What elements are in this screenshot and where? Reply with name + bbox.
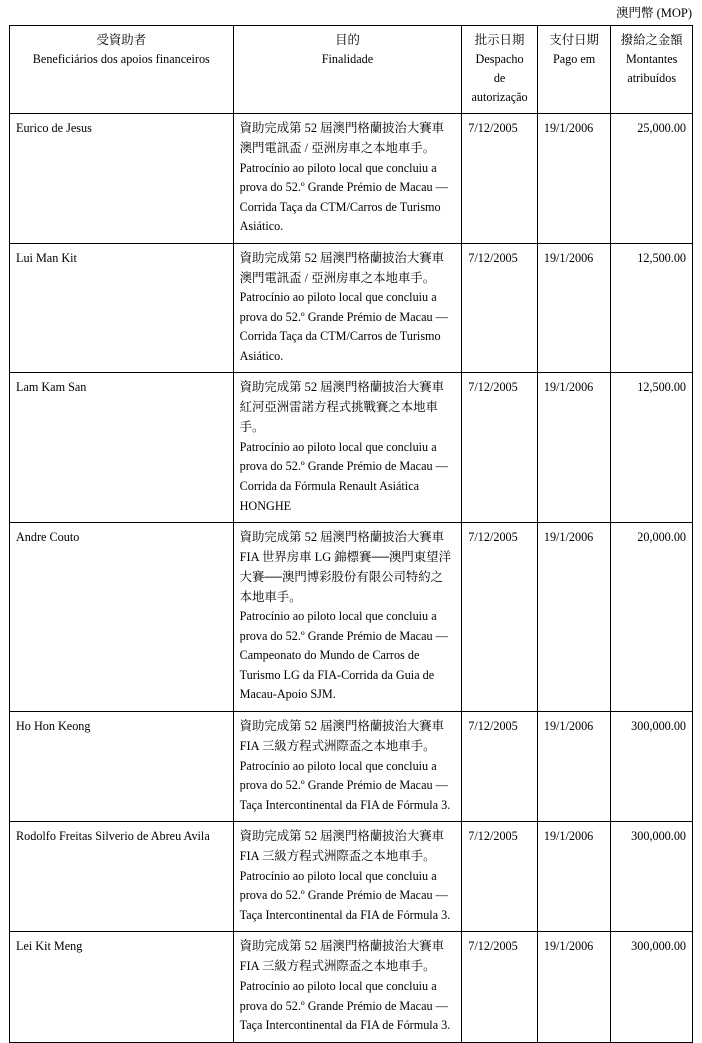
cell-purpose-zh: 資助完成第 52 屆澳門格蘭披治大賽車 FIA 三級方程式洲際盃之本地車手。 bbox=[239, 829, 445, 864]
cell-authorization-date: 7/12/2005 bbox=[462, 932, 538, 1042]
column-header-amount bbox=[611, 26, 693, 114]
cell-purpose bbox=[233, 822, 462, 932]
cell-purpose bbox=[233, 373, 462, 523]
cell-purpose-zh: 資助完成第 52 屆澳門格蘭披治大賽車紅河亞洲雷諾方程式挑戰賽之本地車手。 bbox=[239, 380, 445, 435]
cell-purpose bbox=[233, 523, 462, 712]
cell-authorization-date: 7/12/2005 bbox=[462, 373, 538, 523]
table-row bbox=[10, 711, 693, 821]
cell-purpose-pt: Patrocínio ao piloto local que concluiu a prova do 52.º Grande Prémio de Macau — Taça Intercontinental da FIA de Fórmula 3. bbox=[239, 868, 451, 922]
column-header-authorization-date-zh: 批示日期 bbox=[474, 33, 525, 47]
cell-purpose-pt: Patrocínio ao piloto local que concluiu a prova do 52.º Grande Prémio de Macau — Corrida Taça da CTM/Carros de Turismo Asiático. bbox=[239, 290, 448, 363]
cell-payment-date: 19/1/2006 bbox=[537, 243, 611, 373]
cell-amount: 12,500.00 bbox=[611, 373, 693, 523]
column-header-beneficiary-pt: Beneficiários dos apoios financeiros bbox=[32, 52, 210, 67]
cell-purpose-zh: 資助完成第 52 屆澳門格蘭披治大賽車 FIA 三級方程式洲際盃之本地車手。 bbox=[239, 939, 445, 974]
currency-note: 澳門幣 (MOP) bbox=[615, 6, 692, 20]
cell-purpose-zh: 資助完成第 52 屆澳門格蘭披治大賽車澳門電訊盃 / 亞洲房車之本地車手。 bbox=[239, 250, 445, 285]
column-header-purpose-pt: Finalidade bbox=[321, 52, 374, 67]
cell-amount: 300,000.00 bbox=[611, 711, 693, 821]
cell-amount: 300,000.00 bbox=[611, 932, 693, 1042]
column-header-purpose bbox=[233, 26, 462, 114]
cell-purpose-pt: Patrocínio ao piloto local que concluiu a prova do 52.º Grande Prémio de Macau — Corrida Taça da CTM/Carros de Turismo Asiático. bbox=[239, 160, 448, 234]
cell-purpose bbox=[233, 243, 462, 373]
column-header-authorization-date bbox=[462, 26, 538, 114]
cell-payment-date: 19/1/2006 bbox=[537, 822, 611, 932]
cell-purpose-pt: Patrocínio ao piloto local que concluiu a prova do 52.º Grande Prémio de Macau — Taça Intercontinental da FIA de Fórmula 3. bbox=[239, 979, 451, 1033]
cell-authorization-date: 7/12/2005 bbox=[462, 523, 538, 712]
cell-purpose-zh: 資助完成第 52 屆澳門格蘭披治大賽車澳門電訊盃 / 亞洲房車之本地車手。 bbox=[239, 120, 445, 155]
cell-authorization-date: 7/12/2005 bbox=[462, 711, 538, 821]
cell-payment-date: 19/1/2006 bbox=[537, 373, 611, 523]
cell-payment-date: 19/1/2006 bbox=[537, 932, 611, 1042]
column-header-authorization-date-pt: Despacho de autorização bbox=[471, 52, 528, 105]
cell-beneficiary: Lui Man Kit bbox=[10, 243, 234, 373]
table-row bbox=[10, 373, 693, 523]
cell-beneficiary: Lei Kit Meng bbox=[10, 932, 234, 1042]
column-header-purpose-zh: 目的 bbox=[335, 33, 360, 47]
cell-authorization-date: 7/12/2005 bbox=[462, 822, 538, 932]
cell-beneficiary: Eurico de Jesus bbox=[10, 113, 234, 243]
cell-beneficiary: Lam Kam San bbox=[10, 373, 234, 523]
cell-authorization-date: 7/12/2005 bbox=[462, 243, 538, 373]
table-row bbox=[10, 243, 693, 373]
column-header-amount-zh: 撥給之金額 bbox=[620, 33, 683, 47]
column-header-beneficiary bbox=[10, 26, 234, 114]
column-header-payment-date-pt: Pago em bbox=[552, 52, 596, 67]
cell-payment-date: 19/1/2006 bbox=[537, 113, 611, 243]
table-row bbox=[10, 113, 693, 243]
column-header-payment-date-zh: 支付日期 bbox=[549, 33, 599, 47]
table-row bbox=[10, 932, 693, 1042]
table-row bbox=[10, 822, 693, 932]
cell-purpose-pt: Patrocínio ao piloto local que concluiu a prova do 52.º Grande Prémio de Macau — Campeonato do Mundo de Carros de Turismo LG da FIA-Corrida da Guia de Macau-Apoio SJM. bbox=[239, 609, 448, 702]
cell-amount: 300,000.00 bbox=[611, 822, 693, 932]
table-body bbox=[10, 113, 693, 1042]
cell-purpose bbox=[233, 932, 462, 1042]
cell-amount: 12,500.00 bbox=[611, 243, 693, 373]
cell-purpose bbox=[233, 113, 462, 243]
cell-purpose-zh: 資助完成第 52 屆澳門格蘭披治大賽車 FIA 世界房車 LG 錦標賽──澳門東望洋大賽──澳門博彩股份有限公司特約之本地車手。 bbox=[239, 530, 451, 604]
cell-beneficiary: Andre Couto bbox=[10, 523, 234, 712]
cell-beneficiary: Ho Hon Keong bbox=[10, 711, 234, 821]
table-header-row bbox=[10, 26, 693, 114]
cell-amount: 25,000.00 bbox=[611, 113, 693, 243]
column-header-payment-date bbox=[537, 26, 611, 114]
cell-payment-date: 19/1/2006 bbox=[537, 711, 611, 821]
table-row bbox=[10, 523, 693, 712]
cell-amount: 20,000.00 bbox=[611, 523, 693, 712]
cell-authorization-date: 7/12/2005 bbox=[462, 113, 538, 243]
column-header-amount-pt: Montantes atribuídos bbox=[625, 52, 678, 86]
table-header bbox=[10, 26, 693, 114]
column-header-beneficiary-zh: 受資助者 bbox=[96, 33, 147, 47]
cell-purpose-pt: Patrocínio ao piloto local que concluiu a prova do 52.º Grande Prémio de Macau — Corrida da Fórmula Renault Asiática HONGHE bbox=[239, 439, 448, 513]
cell-payment-date: 19/1/2006 bbox=[537, 523, 611, 712]
cell-purpose-pt: Patrocínio ao piloto local que concluiu a prova do 52.º Grande Prémio de Macau — Taça Intercontinental da FIA de Fórmula 3. bbox=[239, 758, 451, 812]
cell-purpose-zh: 資助完成第 52 屆澳門格蘭披治大賽車 FIA 三級方程式洲際盃之本地車手。 bbox=[239, 718, 445, 753]
cell-purpose bbox=[233, 711, 462, 821]
financial-support-table bbox=[9, 25, 693, 1043]
cell-beneficiary: Rodolfo Freitas Silverio de Abreu Avila bbox=[10, 822, 234, 932]
